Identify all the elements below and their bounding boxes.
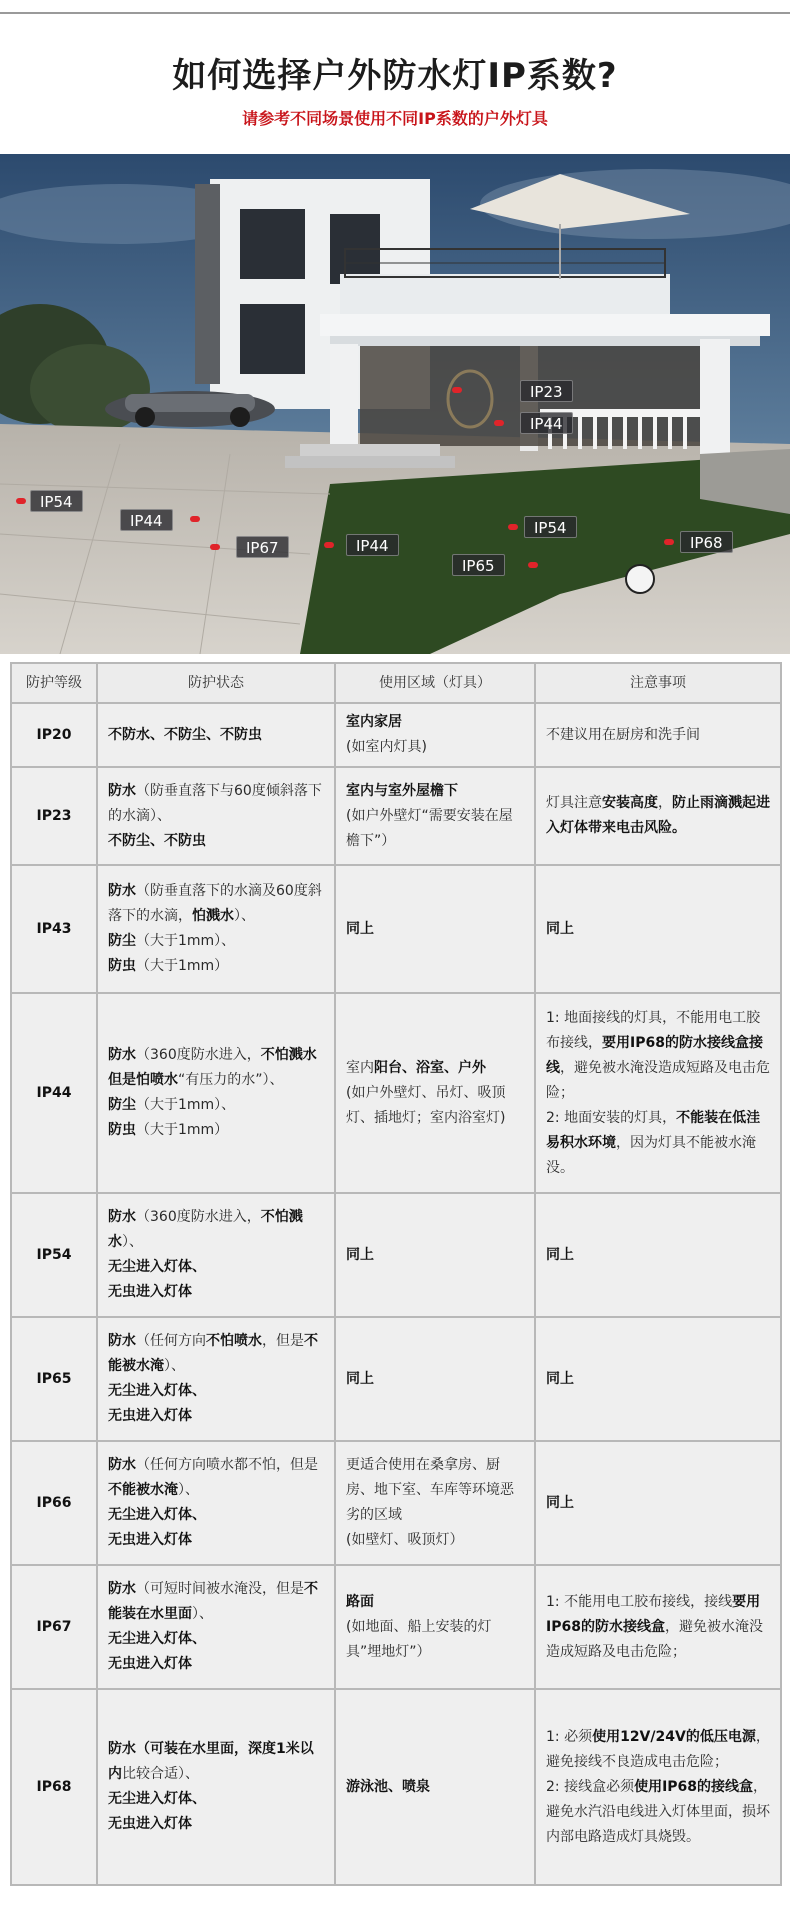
ip-spec-table: [10, 662, 782, 1886]
page-title: 如何选择户外防水灯IP系数?: [172, 56, 618, 96]
area-cell: 室内家居 (如室内灯具): [335, 703, 535, 767]
area-cell: 路面 (如地面、船上安装的灯具”埋地灯”）: [335, 1565, 535, 1689]
grade-cell: IP43: [11, 865, 97, 993]
state-cell: 防水（任何方向不怕喷水，但是不能被水淹）、 无尘进入灯体、 无虫进入灯体: [97, 1317, 335, 1441]
note-cell: 灯具注意安装高度，防止雨滴溅起进入灯体带来电击风险。: [535, 767, 781, 865]
light-marker: [324, 542, 334, 548]
state-cell: 防水（任何方向喷水都不怕，但是不能被水淹）、 无尘进入灯体、 无虫进入灯体: [97, 1441, 335, 1565]
note-cell: 不建议用在厨房和洗手间: [535, 703, 781, 767]
ip-label-porch: IP44: [520, 412, 573, 434]
ip-label-lawn: IP65: [452, 554, 505, 576]
note-cell: 同上: [535, 1193, 781, 1317]
page-subtitle: 请参考不同场景使用不同IP系数的户外灯具: [242, 109, 548, 128]
grade-cell: IP54: [11, 1193, 97, 1317]
table-row-ip20: [11, 703, 781, 767]
note-cell: 1: 不能用电工胶布接线，接线要用IP68的防水接线盒，避免被水淹没造成短路及电击危险；: [535, 1565, 781, 1689]
table-row-ip68: [11, 1689, 781, 1885]
table-row-ip23: [11, 767, 781, 865]
header-state: 防护状态: [97, 663, 335, 703]
table-row-ip43: [11, 865, 781, 993]
light-marker: [664, 539, 674, 545]
state-cell: 不防水、不防尘、不防虫: [97, 703, 335, 767]
header-grade: 防护等级: [11, 663, 97, 703]
ip-label-driveway: IP44: [120, 509, 173, 531]
light-marker: [494, 420, 504, 426]
table-row-ip66: [11, 1441, 781, 1565]
grade-cell: IP23: [11, 767, 97, 865]
state-cell: 防水（可装在水里面，深度1米以内比较合适）、 无尘进入灯体、 无虫进入灯体: [97, 1689, 335, 1885]
area-cell: 室内与室外屋檐下 (如户外壁灯“需要安装在屋檐下”）: [335, 767, 535, 865]
table-row-ip67: [11, 1565, 781, 1689]
header-note: 注意事项: [535, 663, 781, 703]
area-cell: 室内阳台、浴室、户外 (如户外壁灯、吊灯、吸顶灯、插地灯；室内浴室灯): [335, 993, 535, 1193]
table-row-ip54: [11, 1193, 781, 1317]
grade-cell: IP65: [11, 1317, 97, 1441]
ip-label-pool: IP68: [680, 531, 733, 553]
grade-cell: IP44: [11, 993, 97, 1193]
note-cell: 同上: [535, 1317, 781, 1441]
villa-illustration: [0, 154, 790, 654]
note-cell: 同上: [535, 865, 781, 993]
ip-label-ground: IP67: [236, 536, 289, 558]
state-cell: 防水（360度防水进入，不怕溅水但是怕喷水“有压力的水”）、 防尘（大于1mm）、 防虫（大于1mm）: [97, 993, 335, 1193]
state-cell: 防水（防垂直落下的水滴及60度斜落下的水滴，怕溅水）、 防尘（大于1mm）、 防虫（大于1mm）: [97, 865, 335, 993]
light-marker: [210, 544, 220, 550]
villa-photo: [0, 154, 790, 654]
state-cell: 防水（可短时间被水淹没，但是不能装在水里面）、 无尘进入灯体、 无虫进入灯体: [97, 1565, 335, 1689]
grade-cell: IP20: [11, 703, 97, 767]
ip-label-garden: IP54: [524, 516, 577, 538]
area-cell: 同上: [335, 1317, 535, 1441]
ip-label-steps: IP44: [346, 534, 399, 556]
table-row-ip65: [11, 1317, 781, 1441]
light-marker: [452, 387, 462, 393]
light-marker: [190, 516, 200, 522]
note-cell: 1: 必须使用12V/24V的低压电源，避免接线不良造成电击危险； 2: 接线盒必须使用IP68的接线盒，避免水汽沿电线进入灯体里面，损坏内部电路造成灯具烧毁。: [535, 1689, 781, 1885]
note-cell: 同上: [535, 1441, 781, 1565]
area-cell: 同上: [335, 1193, 535, 1317]
header-area: 使用区域（灯具）: [335, 663, 535, 703]
state-cell: 防水（防垂直落下与60度倾斜落下的水滴）、 不防尘、不防虫: [97, 767, 335, 865]
light-marker: [16, 498, 26, 504]
grade-cell: IP67: [11, 1565, 97, 1689]
area-cell: 同上: [335, 865, 535, 993]
area-cell: 游泳池、喷泉: [335, 1689, 535, 1885]
top-divider: [0, 12, 790, 14]
state-cell: 防水（360度防水进入，不怕溅水）、 无尘进入灯体、 无虫进入灯体: [97, 1193, 335, 1317]
table-header-row: [11, 663, 781, 703]
note-cell: 1: 地面接线的灯具，不能用电工胶布接线，要用IP68的防水接线盒接线，避免被水淹没造成短路及电击危险； 2: 地面安装的灯具，不能装在低洼易积水环境，因为灯具不能被水淹没。: [535, 993, 781, 1193]
light-marker: [528, 562, 538, 568]
area-cell: 更适合使用在桑拿房、厨房、地下室、车库等环境恶劣的区域 (如壁灯、吸顶灯）: [335, 1441, 535, 1565]
table-row-ip44: [11, 993, 781, 1193]
grade-cell: IP68: [11, 1689, 97, 1885]
light-marker: [508, 524, 518, 530]
ip-label-balcony: IP23: [520, 380, 573, 402]
ip-label-left-wall: IP54: [30, 490, 83, 512]
grade-cell: IP66: [11, 1441, 97, 1565]
